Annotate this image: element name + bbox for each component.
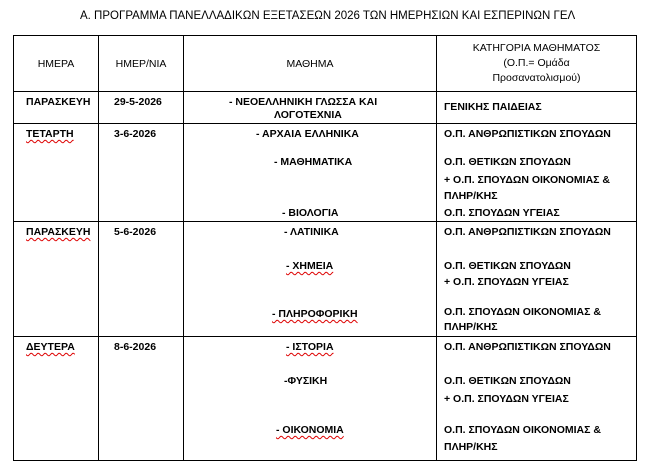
day-text: ΤΕΤΑΡΤΗ <box>26 128 74 140</box>
category-line: + Ο.Π. ΣΠΟΥΔΩΝ ΥΓΕΙΑΣ <box>444 276 569 288</box>
subject-line: - ΠΛΗΡΟΦΟΡΙΚΗ <box>272 308 358 320</box>
category-line: Ο.Π. ΘΕΤΙΚΩΝ ΣΠΟΥΔΩΝ <box>444 375 571 387</box>
subject-line: - ΜΑΘΗΜΑΤΙΚΑ <box>274 156 353 168</box>
header-subject: ΜΑΘΗΜΑ <box>184 36 437 92</box>
day-cell: ΠΑΡΑΣΚΕΥΗ <box>14 92 99 124</box>
category-line: Ο.Π. ΣΠΟΥΔΩΝ ΟΙΚΟΝΟΜΙΑΣ & <box>444 306 601 318</box>
category-line: + Ο.Π. ΣΠΟΥΔΩΝ ΥΓΕΙΑΣ <box>444 393 569 405</box>
category-line: Ο.Π. ΑΝΘΡΩΠΙΣΤΙΚΩΝ ΣΠΟΥΔΩΝ <box>444 226 611 238</box>
header-category-line: Προσανατολισμού) <box>492 72 581 84</box>
subject-cell <box>184 92 437 124</box>
exam-schedule-table <box>13 35 637 461</box>
subject-line: - ΛΑΤΙΝΙΚΑ <box>284 226 339 238</box>
date-cell: 3-6-2026 <box>99 124 184 222</box>
category-cell <box>437 222 637 337</box>
category-line: ΠΛΗΡ/ΚΗΣ <box>444 441 498 453</box>
header-date: ΗΜΕΡ/ΝΙΑ <box>99 36 184 92</box>
category-line: Ο.Π. ΣΠΟΥΔΩΝ ΟΙΚΟΝΟΜΙΑΣ & <box>444 424 601 436</box>
day-cell <box>14 337 99 461</box>
subject-line: - ΙΣΤΟΡΙΑ <box>286 341 334 353</box>
day-text: ΠΑΡΑΣΚΕΥΗ <box>26 226 91 238</box>
subject-line: - ΑΡΧΑΙΑ ΕΛΛΗΝΙΚΑ <box>256 128 359 140</box>
table-row <box>14 337 637 461</box>
table-row <box>14 124 637 222</box>
header-row <box>14 36 637 92</box>
subject-cell <box>184 222 437 337</box>
subject-line: ΛΟΓΟΤΕΧΝΙΑ <box>274 109 342 121</box>
subject-line: - ΟΙΚΟΝΟΜΙΑ <box>276 424 344 436</box>
subject-line: -ΦΥΣΙΚΗ <box>284 375 328 387</box>
day-text: ΔΕΥΤΕΡΑ <box>26 341 75 353</box>
category-line: Ο.Π. ΑΝΘΡΩΠΙΣΤΙΚΩΝ ΣΠΟΥΔΩΝ <box>444 128 611 140</box>
table-row <box>14 222 637 337</box>
category-cell <box>437 92 637 124</box>
category-line: Ο.Π. ΘΕΤΙΚΩΝ ΣΠΟΥΔΩΝ <box>444 156 571 168</box>
date-cell: 8-6-2026 <box>99 337 184 461</box>
day-cell <box>14 222 99 337</box>
header-category-line: ΚΑΤΗΓΟΡΙΑ ΜΑΘΗΜΑΤΟΣ <box>472 42 601 54</box>
header-category <box>437 36 637 92</box>
category-line: Ο.Π. ΘΕΤΙΚΩΝ ΣΠΟΥΔΩΝ <box>444 260 571 272</box>
category-cell <box>437 124 637 222</box>
category-line: + Ο.Π. ΣΠΟΥΔΩΝ ΟΙΚΟΝΟΜΙΑΣ & <box>444 174 610 186</box>
document-title: Α. ΠΡΟΓΡΑΜΜΑ ΠΑΝΕΛΛΑΔΙΚΩΝ ΕΞΕΤΑΣΕΩΝ 2026 ΤΩΝ ΗΜΕΡΗΣΙΩΝ ΚΑΙ ΕΣΠΕΡΙΝΩΝ ΓΕΛ <box>80 10 576 22</box>
subject-cell <box>184 337 437 461</box>
subject-cell <box>184 124 437 222</box>
day-cell <box>14 124 99 222</box>
header-day: ΗΜΕΡΑ <box>14 36 99 92</box>
header-category-line: (Ο.Π.= Ομάδα <box>503 57 570 69</box>
category-cell <box>437 337 637 461</box>
category-line: ΠΛΗΡ/ΚΗΣ <box>444 190 498 202</box>
category-line: ΓΕΝΙΚΗΣ ΠΑΙΔΕΙΑΣ <box>444 101 542 113</box>
subject-line: - ΒΙΟΛΟΓΙΑ <box>282 207 339 219</box>
category-line: Ο.Π. ΑΝΘΡΩΠΙΣΤΙΚΩΝ ΣΠΟΥΔΩΝ <box>444 341 611 353</box>
date-cell: 5-6-2026 <box>99 222 184 337</box>
table-row <box>14 92 637 124</box>
subject-line: - ΧΗΜΕΙΑ <box>286 260 334 272</box>
category-line: Ο.Π. ΣΠΟΥΔΩΝ ΥΓΕΙΑΣ <box>444 207 560 219</box>
subject-line: - ΝΕΟΕΛΛΗΝΙΚΗ ΓΛΩΣΣΑ ΚΑΙ <box>229 96 378 108</box>
date-cell: 29-5-2026 <box>99 92 184 124</box>
category-line: ΠΛΗΡ/ΚΗΣ <box>444 321 498 333</box>
